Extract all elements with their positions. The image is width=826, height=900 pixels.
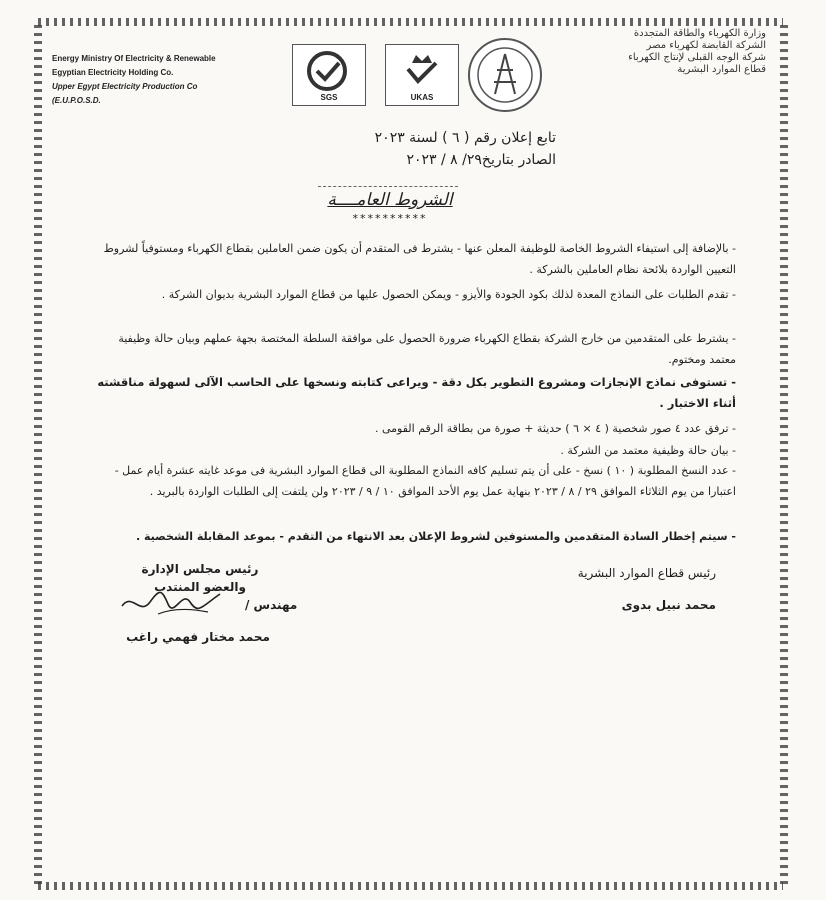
sgs-certification-logo [292,44,366,106]
engineer-prefix: مهندس / [245,598,298,612]
condition-paragraph: - بالإضافة إلى استيفاء الشروط الخاصة للوظيفة المعلن عنها - يشترط فى المتقدم أن يكون ضمن العاملين بقطاع الكهرباء ومستوفياً لشروط التعيين الواردة بلائحة نظام العاملين بالشركة . [103,242,736,276]
letterhead-ar-line: الشركة القابضة لكهرباء مصر [646,40,766,51]
handwritten-signature [118,582,228,622]
hr-head-title: رئيس قطاع الموارد البشرية [577,566,716,580]
letterhead-ar-line: شركة الوجه القبلى لإنتاج الكهرباء [628,52,766,63]
announcement-date: الصادر بتاريخ٢٩/ ٨ / ٢٠٢٣ [406,152,556,168]
ukas-certification-logo [385,44,459,106]
letterhead-en-line: Upper Egypt Electricity Production Co [52,82,198,91]
decorative-border-right [780,22,788,884]
condition-paragraph: - تستوفى نماذج الإنجازات ومشروع التطوير بكل دقة - ويراعى كتابته ونسخها على الحاسب الآلى لسهولة مناقشته أثناء الاختبار . [97,375,736,410]
condition-paragraph: - تقدم الطلبات على النماذج المعدة لذلك بكود الجودة والأيزو - ويمكن الحصول عليها من قطاع الموارد البشرية بديوان الشركة . [161,288,736,301]
letterhead-ar-line: قطاع الموارد البشرية [677,64,766,75]
condition-paragraph: - يشترط على المتقدمين من خارج الشركة بقطاع الكهرباء ضرورة الحصول على موافقة السلطة المختصة بجهة عملهم وبيان حالة وظيفية معتمد ومختوم. [118,332,736,366]
condition-paragraph: - بيان حالة وظيفية معتمد من الشركة . [560,444,736,457]
decorative-border-bottom [38,882,783,890]
decorative-border-left [34,22,42,884]
letterhead-en-line: Egyptian Electricity Holding Co. [52,68,174,77]
decorative-border-top [38,18,783,26]
chairman-name: محمد مختار فهمي راغب [126,630,270,644]
electricity-tower-icon [470,40,540,110]
letterhead-ar-line: وزارة الكهرباء والطاقة المتجددة [633,28,766,39]
arabic-letterhead [546,28,766,76]
chairman-title-line: والعضو المنتدب [154,580,246,594]
company-seal-logo [468,38,542,112]
hr-head-name: محمد نبيل بدوى [621,598,716,612]
general-conditions-heading: الشروط العامــــة [327,190,453,210]
announcement-number: تابع إعلان رقم ( ٦ ) لسنة ٢٠٢٣ [374,130,556,146]
separator-line [318,186,458,187]
chairman-title-line: رئيس مجلس الإدارة [141,562,259,576]
condition-paragraph: - سيتم إخطار السادة المتقدمين والمستوفين لشروط الإعلان بعد الانتهاء من التقدم - بموعد المقابلة الشخصية . [135,530,736,543]
english-letterhead [52,52,292,108]
condition-paragraph: - ترفق عدد ٤ صور شخصية ( ٤ × ٦ ) حديثة + صورة من بطاقة الرقم القومى . [375,422,736,435]
ukas-label: UKAS [410,93,434,102]
decorative-stars: ********** [352,212,428,225]
sgs-label: SGS [320,93,338,102]
letterhead-en-line: (E.U.P.O.S.D. [52,96,101,105]
condition-paragraph: - عدد النسخ المطلوبة ( ١٠ ) نسخ - على أن يتم تسليم كافه النماذج المطلوبة الى قطاع الموارد البشرية فى موعد غايته عشرة أيام عمل - اعتبارا من يوم الثلاثاء الموافق ٢٩ / ٨ / ٢٠٢٣ بنهاية عمل يوم الأحد الموافق ١٠ / ٩ / ٢٠٢٣ ولن يلتفت إلى الطلبات الواردة بالبريد . [114,464,736,498]
letterhead-en-line: Energy Ministry Of Electricity & Renewable [52,54,216,63]
